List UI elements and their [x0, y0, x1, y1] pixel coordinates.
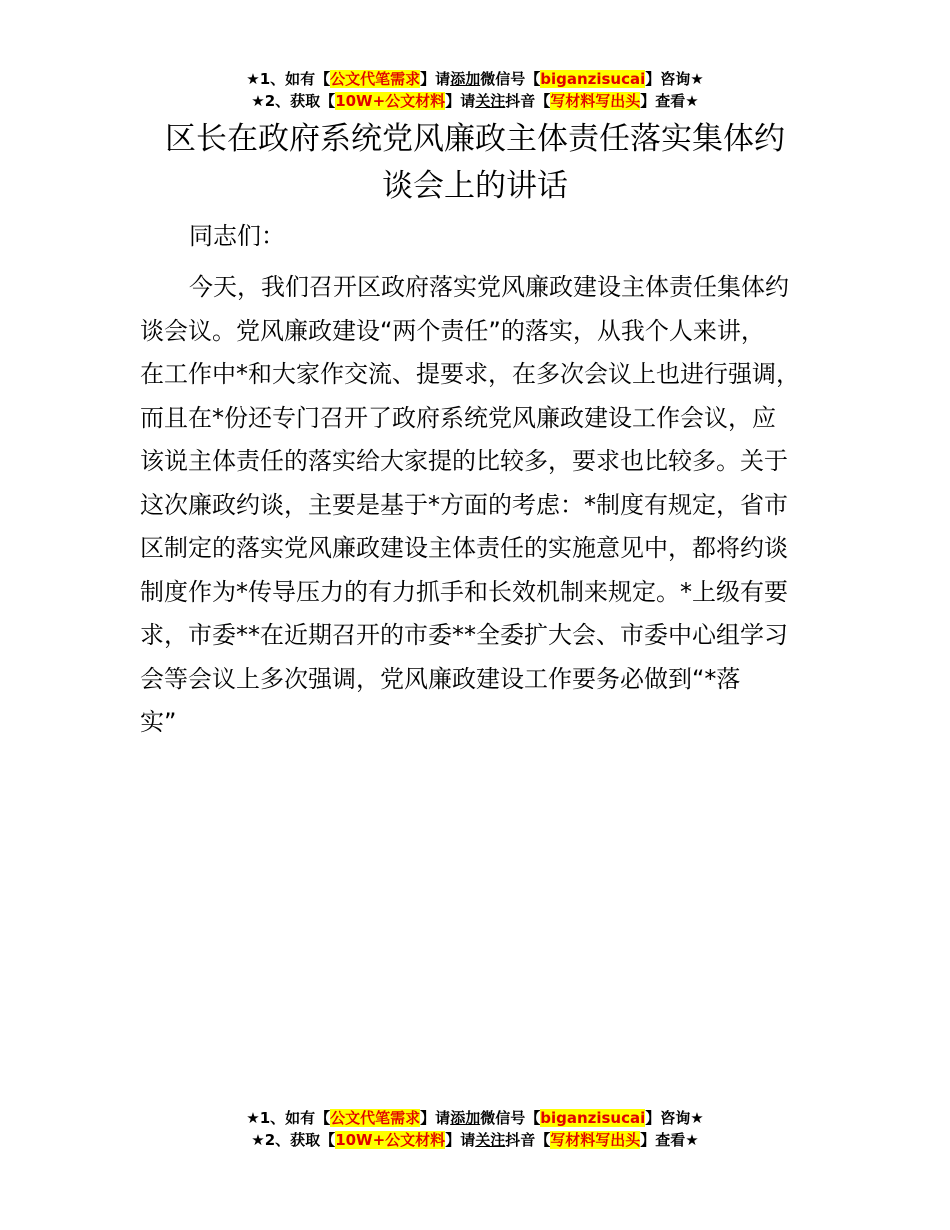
banner-highlight: biganzisucai [540, 1109, 646, 1127]
banner-text: 】请 [420, 70, 451, 88]
paragraph-line: 会等会议上多次强调，党风廉政建设工作要务必做到“*落 [140, 664, 741, 693]
banner-text: 微信号【 [480, 70, 541, 88]
banner-text: 抖音【 [505, 1131, 551, 1149]
header-banner [0, 68, 950, 112]
banner-underline: 关注 [475, 92, 506, 110]
banner-text: 】请 [445, 92, 476, 110]
paragraph-line: 求，市委**在近期召开的市委**全委扩大会、市委中心组学习 [140, 621, 788, 649]
banner-underline: 添加 [450, 70, 481, 88]
paragraph-line: 区制定的落实党风廉政建设主体责任的实施意见中，都将约谈 [140, 534, 788, 562]
banner-text: ★1、如有【 [246, 70, 331, 88]
document-title [0, 116, 950, 210]
banner-underline: 关注 [475, 1131, 506, 1149]
banner-text: 】请 [445, 1131, 476, 1149]
banner-text: 】咨询★ [645, 70, 704, 88]
paragraph-line: 制度作为*传导压力的有力抓手和长效机制来规定。*上级有要 [140, 577, 788, 606]
banner-text: ★2、获取【 [251, 1131, 336, 1149]
paragraph-line: 该说主体责任的落实给大家提的比较多，要求也比较多。关于 [140, 447, 788, 475]
greeting: 同志们： [189, 222, 285, 250]
banner-text: 】查看★ [640, 92, 699, 110]
banner-line-2 [0, 90, 950, 112]
paragraph-line: 这次廉政约谈，主要是基于*方面的考虑：*制度有规定，省市 [140, 490, 788, 519]
paragraph-line: 今天，我们召开区政府落实党风廉政建设主体责任集体约 [189, 273, 789, 301]
banner-underline: 添加 [450, 1109, 481, 1127]
banner-highlight: 写材料写出头 [550, 1131, 641, 1149]
paragraph-line: 实” [140, 708, 177, 736]
banner-text: ★2、获取【 [251, 92, 336, 110]
banner-highlight: 10W+公文材料 [335, 1131, 446, 1149]
banner-text: 】查看★ [640, 1131, 699, 1149]
banner-highlight: 写材料写出头 [550, 92, 641, 110]
title-line: 区长在政府系统党风廉政主体责任落实集体约 [165, 121, 785, 157]
banner-text: 微信号【 [480, 1109, 541, 1127]
banner-line-1 [0, 1107, 950, 1129]
banner-text: ★1、如有【 [246, 1109, 331, 1127]
banner-text: 抖音【 [505, 92, 551, 110]
banner-highlight: 10W+公文材料 [335, 92, 446, 110]
banner-highlight: 公文代笔需求 [330, 70, 421, 88]
banner-text: 】请 [420, 1109, 451, 1127]
banner-line-1 [0, 68, 950, 90]
paragraph-line: 谈会议。党风廉政建设“两个责任”的落实，从我个人来讲， [140, 316, 765, 345]
banner-line-2 [0, 1129, 950, 1151]
paragraph-line: 在工作中*和大家作交流、提要求，在多次会议上也进行强调， [140, 360, 800, 388]
banner-text: 】咨询★ [645, 1109, 704, 1127]
banner-highlight: biganzisucai [540, 70, 646, 88]
body-paragraph [140, 266, 800, 745]
paragraph-line: 而且在*份还专门召开了政府系统党风廉政建设工作会议，应 [140, 403, 776, 432]
banner-highlight: 公文代笔需求 [330, 1109, 421, 1127]
title-line: 谈会上的讲话 [382, 168, 568, 204]
footer-banner [0, 1107, 950, 1151]
